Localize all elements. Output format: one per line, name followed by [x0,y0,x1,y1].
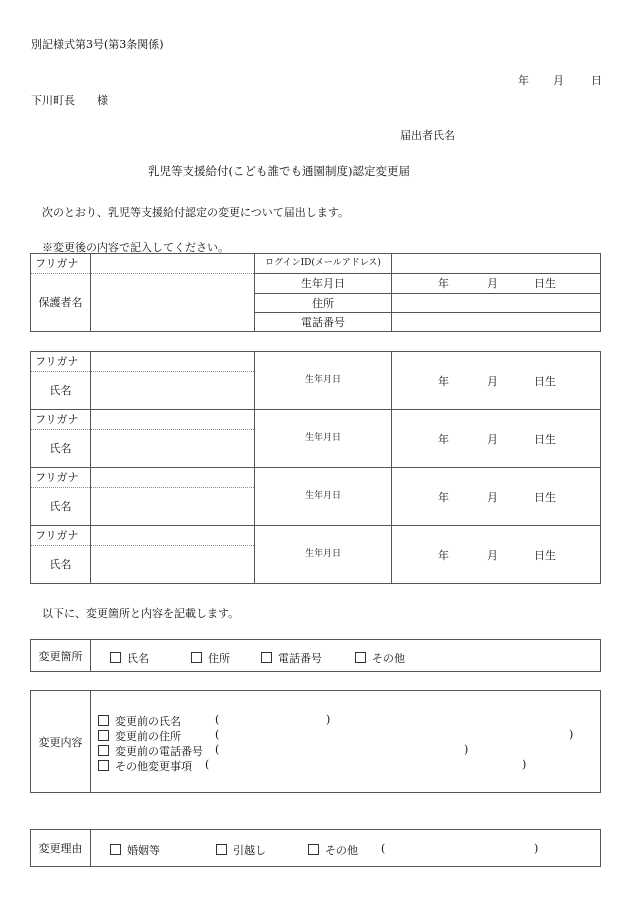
child-day-unit: 日生 [534,433,556,446]
checkbox-icon[interactable] [191,652,202,663]
child-birthdate-field[interactable] [392,468,601,526]
login-id-field[interactable] [392,254,601,274]
child-name-label: 氏名 [31,372,91,410]
change-content-item[interactable]: 変更前の住所 [98,728,181,744]
checkbox-icon[interactable] [98,730,109,741]
open-paren: ( [205,758,210,771]
child-month-unit: 月 [487,375,498,388]
birth-day-unit: 日生 [534,277,556,290]
guardian-birthdate-field[interactable] [392,274,601,294]
open-paren: ( [215,743,220,756]
change-content-item[interactable]: その他変更事項 [98,758,192,774]
child-birthdate-label: 生年月日 [255,410,392,468]
checkbox-icon[interactable] [98,745,109,756]
child-year-unit: 年 [438,375,449,388]
intro-text: 次のとおり、乳児等支援給付認定の変更について届出します。 [42,206,349,219]
checkbox-icon[interactable] [98,715,109,726]
child-furigana-field[interactable] [91,468,255,488]
change-reason-label: 変更理由 [31,830,91,866]
note-text: ※変更後の内容で記入してください。 [42,241,229,254]
change-location-option[interactable]: 氏名 [110,650,149,666]
birth-month-unit: 月 [487,277,498,290]
date-month: 月 [553,74,564,87]
child-year-unit: 年 [438,549,449,562]
child-day-unit: 日生 [534,491,556,504]
close-paren: ) [569,728,574,741]
applicant-label: 届出者氏名 [400,129,455,142]
child-birthdate-field[interactable] [392,352,601,410]
open-paren: ( [215,713,220,726]
child-year-unit: 年 [438,433,449,446]
guardian-table [30,253,601,332]
guardian-address-field[interactable] [392,294,601,313]
change-content-item[interactable]: 変更前の電話番号 [98,743,203,759]
change-location-option[interactable]: その他 [355,650,405,666]
child-name-field[interactable] [91,372,255,410]
child-month-unit: 月 [487,491,498,504]
change-reason-option[interactable]: その他 [308,842,358,858]
change-content-label: 変更内容 [31,691,91,792]
form-title: 乳児等支援給付(こども誰でも通園制度)認定変更届 [148,164,410,178]
guardian-birthdate-label: 生年月日 [255,274,392,294]
child-name-field[interactable] [91,430,255,468]
child-birthdate-label: 生年月日 [255,468,392,526]
close-paren: ) [534,842,539,855]
child-furigana-field[interactable] [91,526,255,546]
child-furigana-label: フリガナ [31,526,91,546]
child-day-unit: 日生 [534,549,556,562]
change-location-option[interactable]: 電話番号 [261,650,322,666]
login-id-label: ログインID(メールアドレス) [255,254,392,274]
guardian-furigana-field[interactable] [91,254,255,274]
child-day-unit: 日生 [534,375,556,388]
change-intro-text: 以下に、変更箇所と内容を記載します。 [42,607,240,620]
guardian-phone-field[interactable] [392,313,601,332]
change-content-box [30,690,601,793]
checkbox-icon[interactable] [110,844,121,855]
close-paren: ) [522,758,527,771]
child-name-field[interactable] [91,546,255,584]
child-name-field[interactable] [91,488,255,526]
date-day: 日 [591,74,602,87]
child-birthdate-field[interactable] [392,410,601,468]
change-reason-option[interactable]: 引越し [216,842,266,858]
guardian-name-label: 保護者名 [31,274,91,332]
guardian-phone-label: 電話番号 [255,313,392,332]
change-reason-option[interactable]: 婚姻等 [110,842,160,858]
child-furigana-label: フリガナ [31,352,91,372]
checkbox-icon[interactable] [261,652,272,663]
child-row [31,410,601,430]
checkbox-icon[interactable] [98,760,109,771]
child-year-unit: 年 [438,491,449,504]
form-number: 別記様式第3号(第3条関係) [31,38,164,51]
open-paren: ( [381,842,386,855]
child-row [31,526,601,546]
checkbox-icon[interactable] [216,844,227,855]
child-row [31,352,601,372]
child-birthdate-field[interactable] [392,526,601,584]
checkbox-icon[interactable] [308,844,319,855]
guardian-furigana-label: フリガナ [31,254,91,274]
change-reason-box [30,829,601,867]
addressee: 下川町長 様 [31,94,108,107]
close-paren: ) [326,713,331,726]
checkbox-icon[interactable] [355,652,366,663]
checkbox-icon[interactable] [110,652,121,663]
date-year: 年 [518,74,529,87]
child-birthdate-label: 生年月日 [255,526,392,584]
guardian-address-label: 住所 [255,294,392,313]
child-furigana-label: フリガナ [31,468,91,488]
change-location-box [30,639,601,672]
change-location-label: 変更箇所 [31,640,91,671]
child-name-label: 氏名 [31,546,91,584]
child-furigana-field[interactable] [91,352,255,372]
birth-year-unit: 年 [438,277,449,290]
change-content-item[interactable]: 変更前の氏名 [98,713,181,729]
child-furigana-field[interactable] [91,410,255,430]
child-month-unit: 月 [487,549,498,562]
child-furigana-label: フリガナ [31,410,91,430]
child-name-label: 氏名 [31,488,91,526]
change-location-option[interactable]: 住所 [191,650,230,666]
close-paren: ) [464,743,469,756]
child-table [30,351,601,584]
child-month-unit: 月 [487,433,498,446]
open-paren: ( [215,728,220,741]
child-row [31,468,601,488]
child-name-label: 氏名 [31,430,91,468]
guardian-name-field[interactable] [91,274,255,332]
child-birthdate-label: 生年月日 [255,352,392,410]
